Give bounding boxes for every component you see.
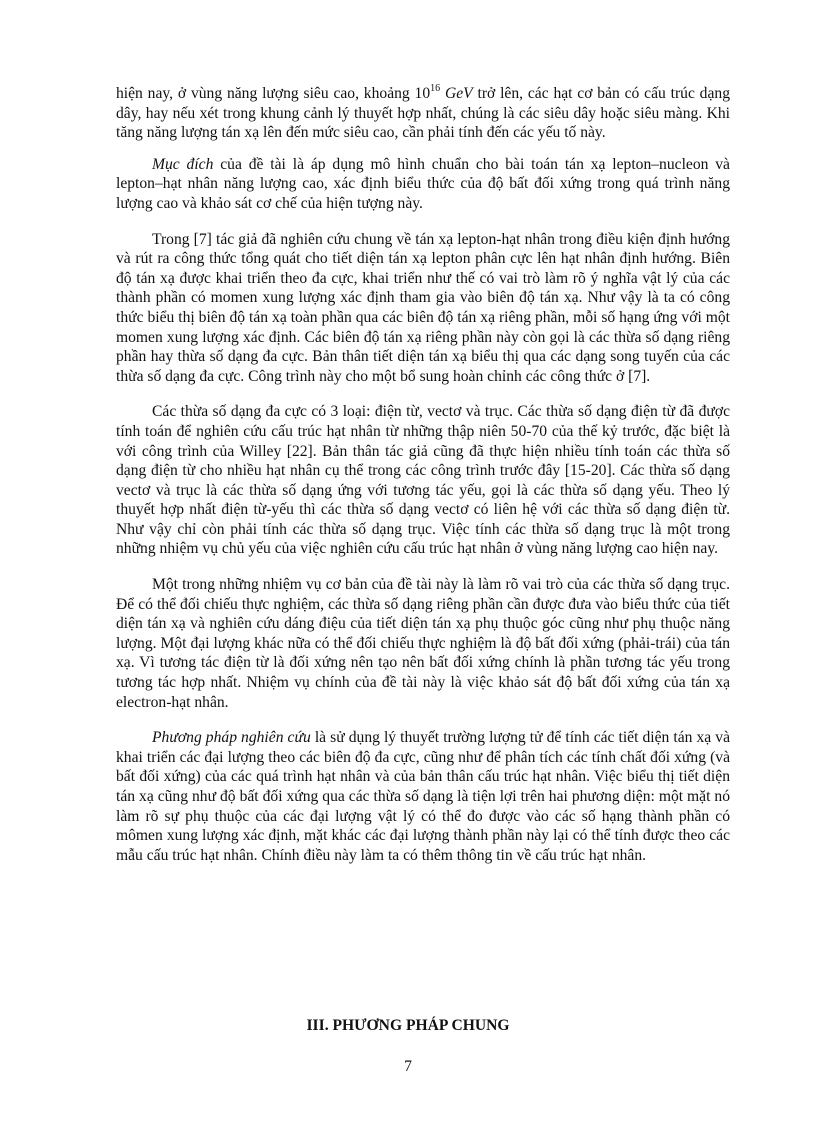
section-heading: III. PHƯƠNG PHÁP CHUNG [306, 1017, 510, 1034]
paragraph-2 [116, 155, 730, 214]
p1-unit: GeV [444, 85, 473, 102]
paragraph-3: Trong [7] tác giả đã nghiên cứu chung về tán xạ lepton-hạt nhân trong điều kiện định hướng và rút ra công thức tổng quát cho tiết diện tán xạ lepton phân cực lên hạt nhân định hướng. Biên độ tán xạ được khai triển theo đa cực, khai triển như thế có vai trò làm rõ ý nghĩa vật lý của các thành phần có momen xung lượng xác định tham gia vào biên độ tán xạ. Như vậy là ta có công thức biểu thị biên độ tán xạ toàn phần qua các biên độ tán xạ riêng phần, mỗi số hạng ứng với một momen xung lượng xác định. Các biên độ tán xạ riêng phần này còn gọi là các thừa số dạng riêng phần hay thừa số dạng đa cực. Bản thân tiết diện tán xạ biểu thị qua các dạng song tuyến của các thừa số dạng đa cực. Công trình này cho một bổ sung hoàn chỉnh các công thức ở [7]. [116, 230, 730, 385]
paragraph-1 [116, 84, 730, 143]
p2-text: của đề tài là áp dụng mô hình chuẩn cho bài toán tán xạ lepton–nucleon và lepton–hạt nhân năng lượng cao, xác định biểu thức của độ bất đối xứng trong quá trình năng lượng cao và khảo sát cơ chế của hiện tượng này. [116, 155, 730, 212]
p1-text-a: hiện nay, ở vùng năng lượng siêu cao, khoảng 10 [116, 85, 431, 102]
paragraph-5: Một trong những nhiệm vụ cơ bản của đề tài này là làm rõ vai trò của các thừa số dạng trục. Để có thể đối chiếu thực nghiệm, các thừa số dạng riêng phần cần được đưa vào biểu thức của tiết diện tán xạ và nghiên cứu dáng điệu của tiết diện tán xạ phụ thuộc góc cũng như phụ thuộc năng lượng. Một đại lượng khác nữa có thể đối chiếu thực nghiệm là độ bất đối xứng (phải-trái) của tán xạ. Vì tương tác điện từ là đối xứng nên tạo nên bất đối xứng chính là phần tương tác yếu trong tương tác hợp nhất. Nhiệm vụ chính của đề tài này là việc khảo sát độ bất đối xứng của tán xạ electron-hạt nhân. [116, 576, 730, 711]
p1-exponent: 16 [430, 82, 441, 94]
p2-lead: Mục đích [152, 155, 214, 173]
page-number: 7 [404, 1058, 412, 1075]
p1-text-b: trở lên, các hạt cơ bản có cấu trúc dạng dây, hay nếu xét trong khung cảnh lý thuyết hợp nhất, chúng là các siêu dây hoặc siêu màng. Khi tăng năng lượng tán xạ lên đến mức siêu cao, cần phải tính đến các yếu tố này. [116, 85, 730, 142]
paragraph-6 [116, 728, 730, 865]
body-text [116, 84, 730, 881]
p6-text: là sử dụng lý thuyết trường lượng tử để tính các tiết diện tán xạ và khai triển các đại lượng theo các biên độ đa cực, cũng như để phân tích các tính chất đối xứng (và bất đối xứng) của các quá trình hạt nhân và của bản thân cấu trúc hạt nhân. Việc biểu thị tiết diện tán xạ cũng như độ bất đối xứng qua các thừa số dạng là tiện lợi trên hai phương diện: một mặt nó làm rõ sự phụ thuộc của các đại lượng vật lý có thể đo được vào các số hạng thành phần có mômen xung lượng xác định, mặt khác các đại lượng thành phần này lại có thể tính được theo các mẫu cấu trúc hạt nhân. Chính điều này làm ta có thêm thông tin về cấu trúc hạt nhân. [116, 729, 730, 864]
paragraph-4: Các thừa số dạng đa cực có 3 loại: điện từ, vectơ và trục. Các thừa số dạng điện từ đã được tính toán để nghiên cứu cấu trúc hạt nhân từ những thập niên 50-70 của thế kỷ trước, đặc biệt là với công trình của Willey [22]. Bản thân tác giả cũng đã thực hiện nhiều tính toán các thừa số dạng điện từ cho nhiều hạt nhân cụ thể trong các công trình trước đây [15-20]. Các thừa số dạng vectơ và trục là các thừa số dạng ứng với tương tác yếu, gọi là các thừa số dạng yếu. Theo lý thuyết hợp nhất điện từ-yếu thì các thừa số dạng vectơ có liên hệ với các thừa số dạng điện từ. Như vậy chỉ còn phải tính các thừa số dạng trục. Việc tính các thừa số dạng trục là một trong những nhiệm vụ chủ yếu của việc nghiên cứu cấu trúc hạt nhân ở vùng năng lượng cao hiện nay. [116, 403, 730, 558]
p6-lead: Phương pháp nghiên cứu [152, 729, 311, 747]
